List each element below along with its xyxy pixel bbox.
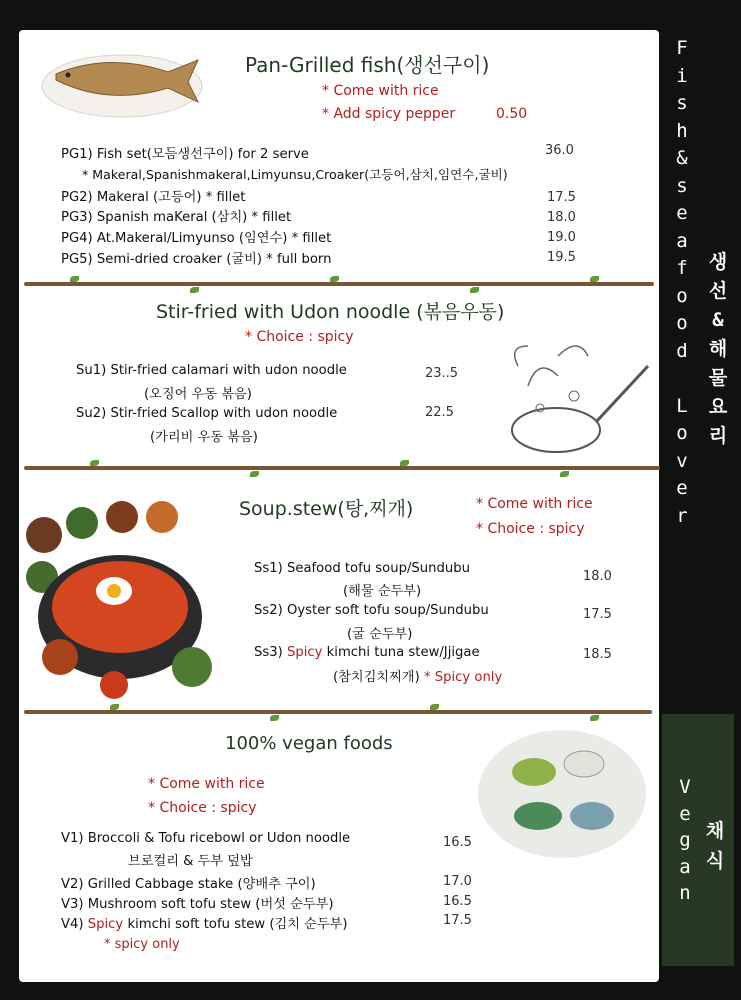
vegan-spicy-only-note: * spicy only bbox=[104, 937, 180, 952]
menu-item-ss3-code: Ss3) bbox=[254, 645, 283, 660]
menu-item-su1-price: 23..5 bbox=[425, 366, 459, 381]
sidebar-letter: f bbox=[676, 257, 688, 279]
menu-item-ss3-spicy-only: * Spicy only bbox=[423, 670, 503, 685]
soup-note-spicy: * Choice : spicy bbox=[476, 521, 585, 537]
sidebar-letter: 선 bbox=[708, 280, 728, 302]
menu-item-ss2-korean: (굴 순두부) bbox=[347, 627, 413, 642]
sidebar-letter: & bbox=[712, 309, 724, 331]
sidebar-letter: 물 bbox=[708, 367, 728, 389]
sidebar-vegan bbox=[662, 714, 734, 966]
menu-item-pg1: PG1) Fish set(모듬생선구이) for 2 serve bbox=[61, 147, 309, 162]
menu-item-pg5-price: 19.5 bbox=[547, 250, 576, 265]
sidebar-letter: 생 bbox=[708, 251, 728, 273]
soup-section-title: Soup.stew(탕,찌개) bbox=[239, 498, 414, 520]
menu-item-pg3-price: 18.0 bbox=[547, 210, 576, 225]
menu-item-ss1-korean: (해물 순두부) bbox=[343, 584, 422, 599]
menu-item-v1-korean: 브로컬리 & 두부 덮밥 bbox=[128, 854, 253, 869]
menu-item-pg1-detail: * Makeral,Spanishmakeral,Limyunsu,Croaker(고등어,삼치,임연수,굴비) bbox=[82, 167, 508, 182]
grilled-fish-illustration bbox=[38, 40, 206, 120]
menu-item-pg2: PG2) Makeral (고등어) * fillet bbox=[61, 190, 246, 205]
fish-section-title: Pan-Grilled fish(생선구이) bbox=[245, 53, 490, 77]
sidebar-letter: 리 bbox=[708, 425, 728, 447]
menu-item-pg1-price: 36.0 bbox=[545, 143, 574, 158]
sidebar-letter: o bbox=[676, 312, 688, 334]
menu-item-v3: V3) Mushroom soft tofu stew (버섯 순두부) bbox=[61, 897, 334, 912]
sidebar-letter: 해 bbox=[708, 338, 728, 360]
menu-item-v4-name: kimchi soft tofu stew (김치 순두부) bbox=[127, 917, 348, 932]
menu-item-v3-price: 16.5 bbox=[443, 894, 472, 909]
sidebar-letter: L bbox=[676, 394, 688, 417]
fish-note-spicy-pepper-price: 0.50 bbox=[496, 106, 528, 122]
menu-item-su2-korean: (가리비 우동 볶음) bbox=[150, 430, 258, 445]
sidebar-letter: d bbox=[676, 339, 688, 362]
soup-pot-illustration bbox=[22, 495, 226, 705]
menu-item-v4-code: V4) bbox=[61, 917, 84, 932]
menu-item-su1-korean: (오징어 우동 볶음) bbox=[144, 387, 252, 402]
menu-item-ss3-price: 18.5 bbox=[583, 647, 612, 662]
vegan-dishes-illustration bbox=[474, 724, 650, 862]
sidebar-letter: o bbox=[676, 422, 688, 444]
menu-item-ss3-korean-line bbox=[333, 666, 502, 685]
sidebar-letter: V bbox=[679, 776, 691, 798]
menu-item-ss3 bbox=[254, 645, 480, 660]
menu-item-pg5: PG5) Semi-dried croaker (굴비) * full born bbox=[61, 252, 332, 267]
menu-item-v2: V2) Grilled Cabbage stake (양배추 구이) bbox=[61, 877, 316, 892]
menu-item-su1: Su1) Stir-fried calamari with udon noodle bbox=[76, 363, 347, 378]
menu-item-v4 bbox=[61, 913, 348, 932]
sidebar-letter: e bbox=[679, 802, 691, 825]
soup-note-rice: * Come with rice bbox=[476, 496, 593, 512]
menu-item-pg4: PG4) At.Makeral/Limyunso (임연수) * fillet bbox=[61, 231, 332, 246]
sidebar-title-vegan-korean bbox=[700, 816, 730, 876]
sidebar-letter: & bbox=[676, 147, 688, 169]
sidebar-letter: a bbox=[679, 855, 691, 878]
menu-item-su2: Su2) Stir-fried Scallop with udon noodle bbox=[76, 406, 338, 421]
menu-item-v1-price: 16.5 bbox=[443, 835, 472, 850]
menu-item-ss3-korean: (참치김치찌개) bbox=[333, 670, 420, 685]
menu-item-v1: V1) Broccoli & Tofu ricebowl or Udon noodle bbox=[61, 831, 351, 846]
menu-item-ss3-name: kimchi tuna stew/Jjigae bbox=[326, 645, 480, 660]
sidebar-letter: v bbox=[676, 449, 688, 472]
fish-note-spicy-pepper: * Add spicy pepper bbox=[322, 106, 456, 122]
menu-item-ss3-spicy: Spicy bbox=[286, 645, 323, 660]
menu-item-su2-price: 22.5 bbox=[425, 405, 454, 420]
sidebar-letter: F bbox=[676, 37, 688, 59]
sidebar-letter: e bbox=[676, 202, 688, 224]
vegan-note-rice: * Come with rice bbox=[148, 776, 265, 792]
sidebar-letter: 요 bbox=[708, 396, 728, 418]
sidebar-letter: 채 bbox=[705, 820, 725, 842]
sidebar-letter: s bbox=[676, 174, 688, 197]
sidebar-letter: s bbox=[676, 92, 688, 114]
sidebar-letter: r bbox=[676, 504, 688, 527]
menu-item-ss2: Ss2) Oyster soft tofu soup/Sundubu bbox=[254, 603, 489, 618]
sidebar-title-fish-seafood-korean bbox=[702, 35, 734, 635]
sidebar-letter: i bbox=[676, 64, 688, 87]
menu-item-ss1-price: 18.0 bbox=[583, 569, 612, 584]
udon-note-spicy: * Choice : spicy bbox=[245, 329, 354, 345]
fish-note-rice: * Come with rice bbox=[322, 83, 439, 99]
sidebar-letter: n bbox=[679, 882, 691, 904]
sidebar-letter bbox=[676, 365, 687, 393]
menu-item-ss1: Ss1) Seafood tofu soup/Sundubu bbox=[254, 561, 470, 576]
menu-item-pg2-price: 17.5 bbox=[547, 190, 576, 205]
menu-item-ss2-price: 17.5 bbox=[583, 607, 612, 622]
sidebar-letter: h bbox=[676, 119, 688, 142]
sidebar-letter: o bbox=[676, 284, 688, 307]
sidebar-letter: a bbox=[676, 229, 688, 252]
sidebar-letter: 식 bbox=[705, 850, 725, 872]
menu-item-pg3: PG3) Spanish maKeral (삼치) * fillet bbox=[61, 210, 292, 225]
sidebar-fish-seafood bbox=[662, 35, 734, 635]
sidebar-title-vegan bbox=[668, 774, 702, 907]
udon-section-title: Stir-fried with Udon noodle (볶음우동) bbox=[156, 301, 505, 323]
menu-item-pg4-price: 19.0 bbox=[547, 230, 576, 245]
vegan-note-spicy: * Choice : spicy bbox=[148, 800, 257, 816]
sidebar-letter: e bbox=[676, 477, 688, 499]
menu-item-v4-price: 17.5 bbox=[443, 913, 472, 928]
sidebar-title-fish-seafood-lover bbox=[662, 35, 702, 635]
sidebar-letter: g bbox=[679, 829, 691, 851]
menu-item-v2-price: 17.0 bbox=[443, 874, 472, 889]
wok-illustration bbox=[488, 326, 654, 466]
menu-item-v4-spicy: Spicy bbox=[87, 917, 124, 932]
vegan-section-title: 100% vegan foods bbox=[225, 733, 393, 754]
